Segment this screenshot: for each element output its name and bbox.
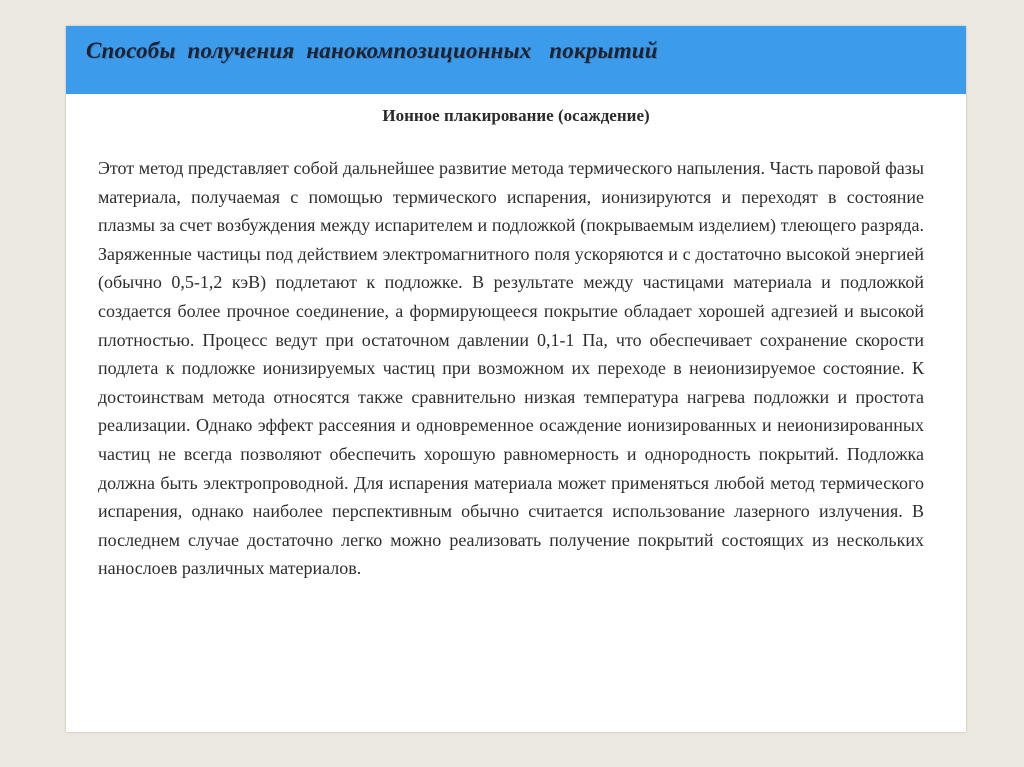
slide-title: Способы получения нанокомпозиционных покрытий [86,38,658,63]
section-heading: Ионное плакирование (осаждение) [382,106,650,125]
title-bar [66,26,966,94]
slide [66,26,966,732]
body-paragraph: Этот метод представляет собой дальнейшее развитие метода термического напыления. Часть паровой фазы материала, получаемая с помощью термического испарения, ионизируются и переходят в состояние плазмы за счет возбуждения между испарителем и подложкой (покрываемым изделием) тлеющего разряда. Заряженные частицы под действием электромагнитного поля ускоряются и с достаточно высокой энергией (обычно 0,5-1,2 кэВ) подлетают к подложке. В результате между частицами материала и подложкой создается более прочное соединение, а формирующееся покрытие обладает хорошей адгезией и высокой плотностью. Процесс ведут при остаточном давлении 0,1-1 Па, что обеспечивает сохранение скорости подлета к подложке ионизируемых частиц при возможном их переходе в неионизируемое состояние. К достоинствам метода относятся также сравнительно низкая температура нагрева подложки и простота реализации. Однако эффект рассеяния и одновременное осаждение ионизированных и неионизированных частиц не всегда позволяют обеспечить хорошую равномерность и однородность покрытий. Подложка должна быть электропроводной. Для испарения материала может применяться любой метод термического испарения, однако наиболее перспективным обычно считается использование лазерного излучения. В последнем случае достаточно легко можно реализовать получение покрытий состоящих из нескольких нанослоев различных материалов. [98,158,924,579]
